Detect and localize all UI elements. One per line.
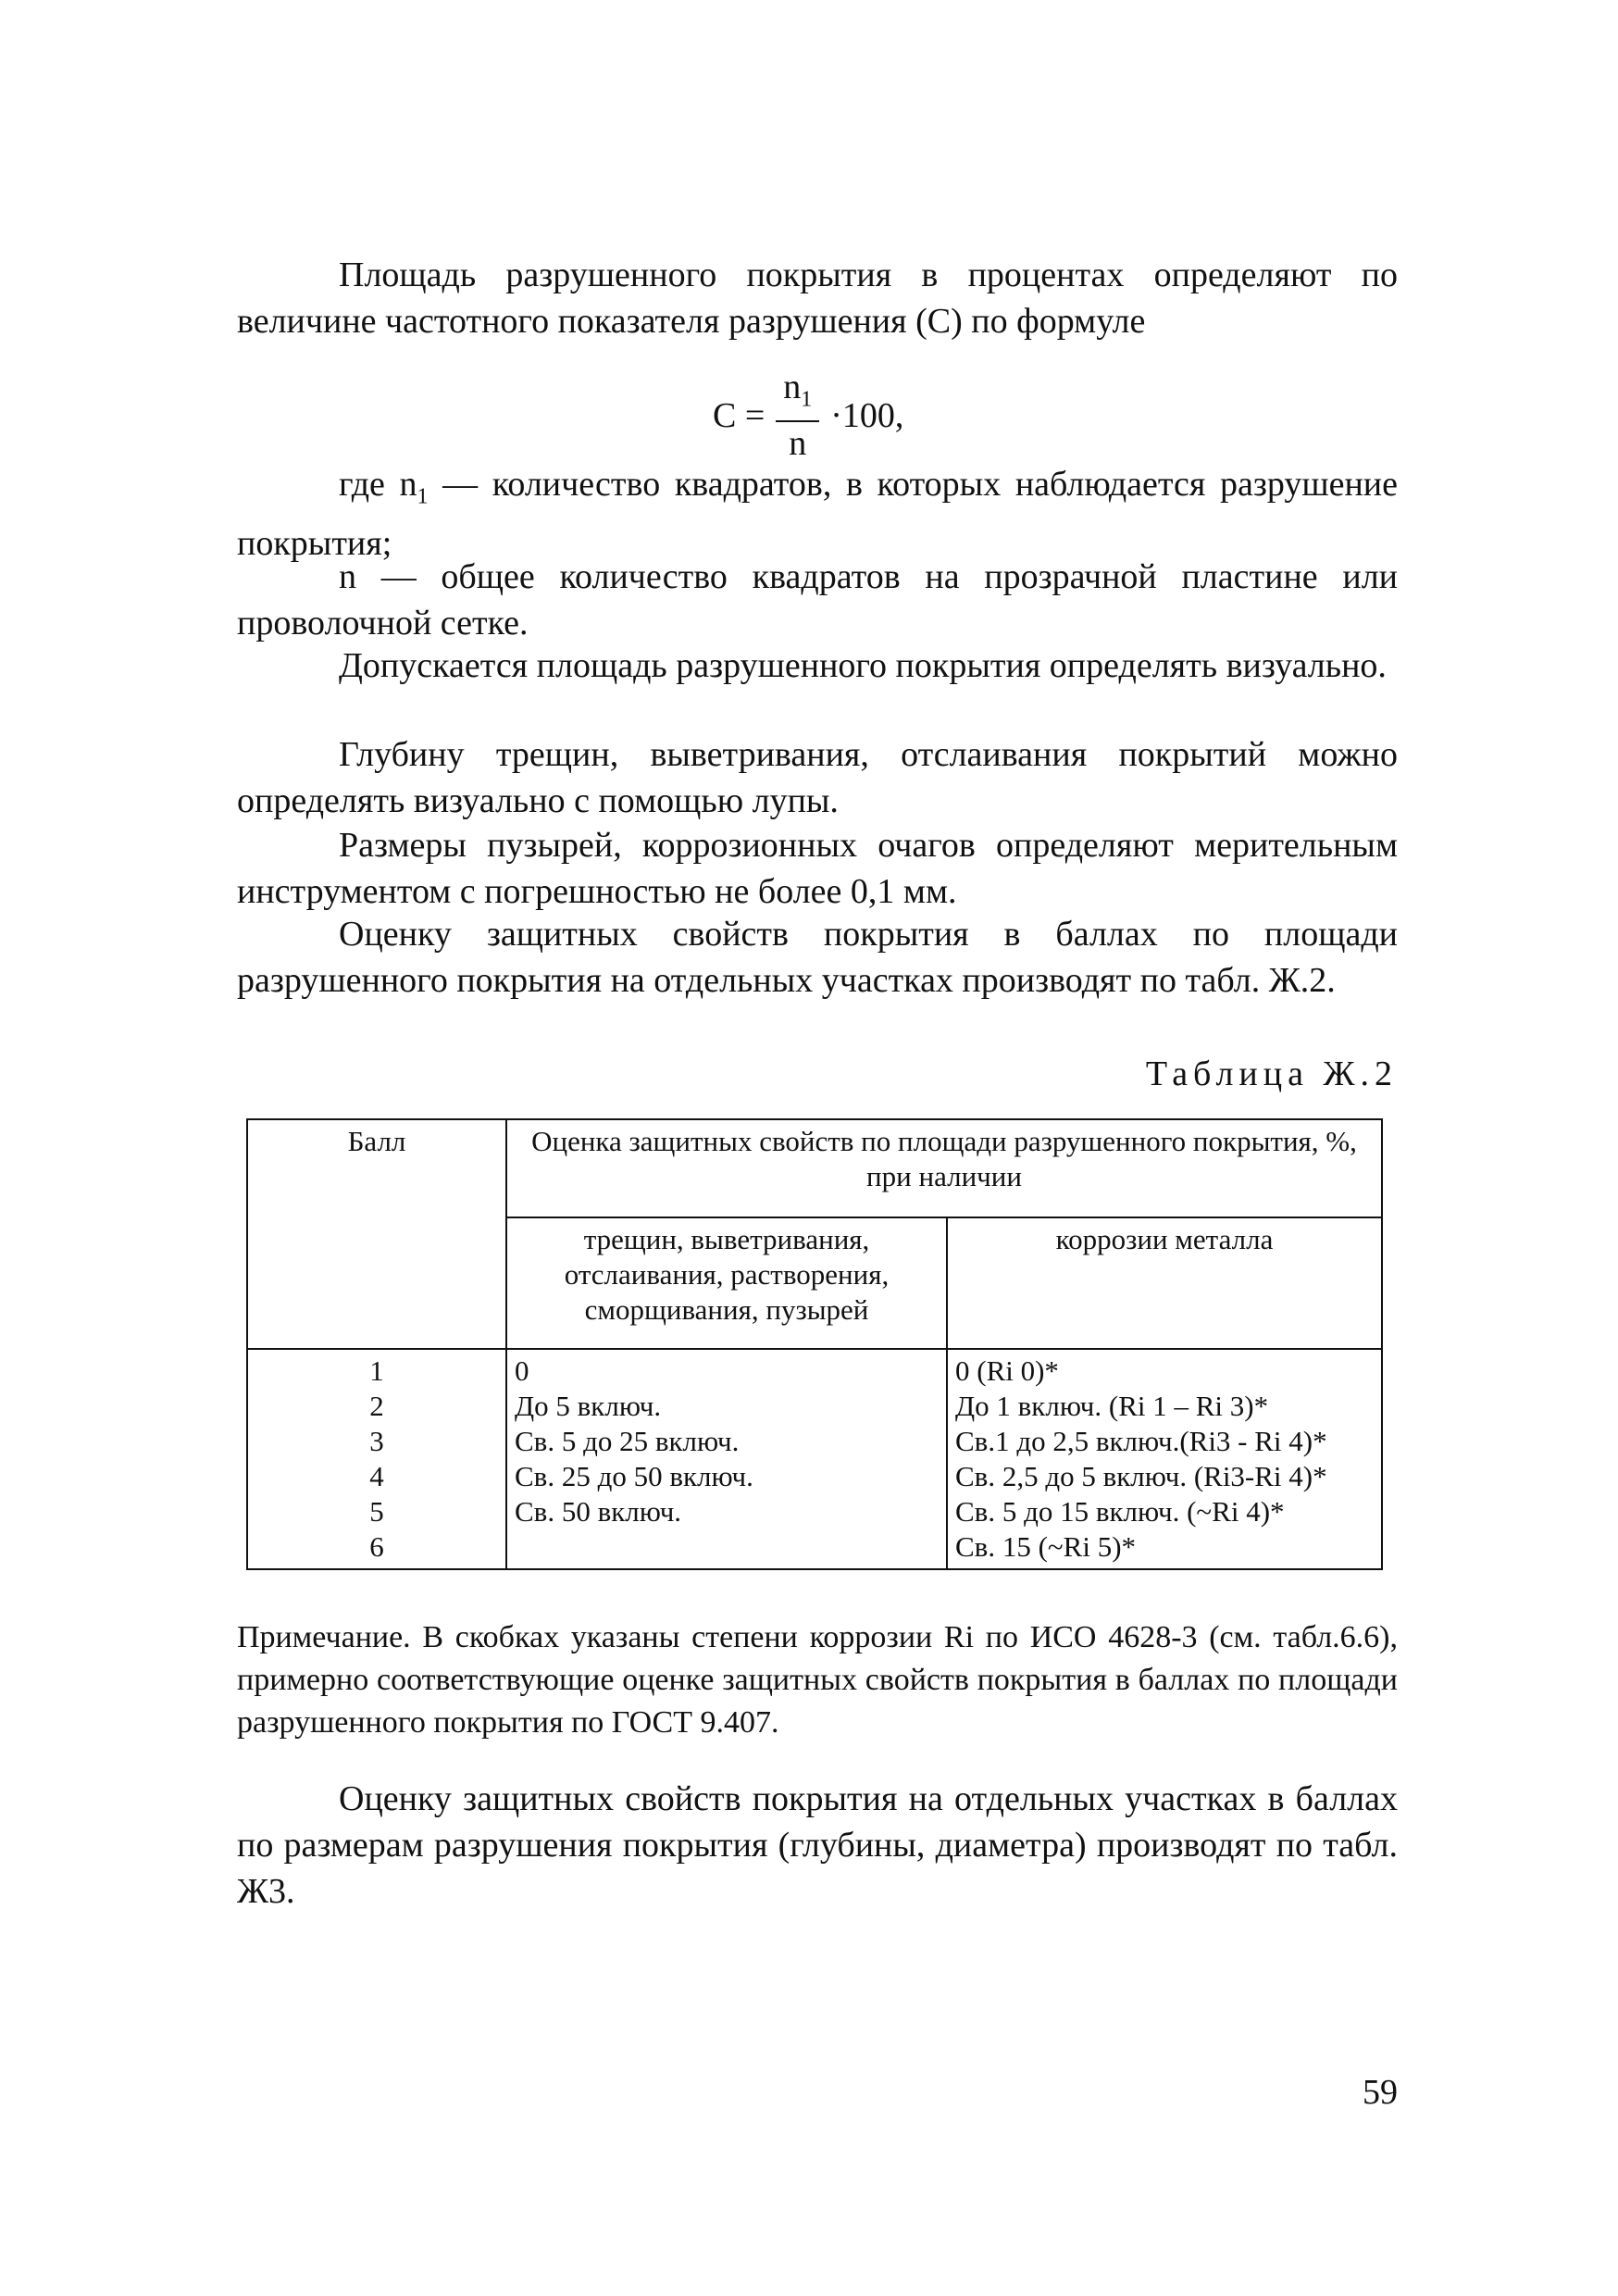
ball-value: 3 — [369, 1425, 384, 1457]
paragraph-depth: Глубину трещин, выветривания, отслаивания покрытий можно определять визуально с помощью лупы. — [237, 735, 1398, 820]
header-corrosion: коррозии металла — [947, 1217, 1382, 1349]
crack-value: До 5 включ. — [515, 1390, 662, 1422]
crack-value: Св. 50 включ. — [515, 1495, 682, 1528]
formula-rhs: ·100, — [830, 395, 904, 435]
formula-numerator: $n_1$ — [776, 368, 819, 422]
paragraph-sizes: Размеры пузырей, коррозионных очагов определяют мерительным инструментом с погрешностью не более 0,1 мм. — [237, 826, 1398, 911]
paragraph-table-zh3-ref: Оценку защитных свойств покрытия на отдельных участках в баллах по размерам разрушения покрытия (глубины, диаметра) производят по табл. Ж3. — [237, 1779, 1398, 1911]
header-main: Оценка защитных свойств по площади разрушенного покрытия, %, при наличии — [506, 1119, 1382, 1217]
table-caption: Таблица Ж.2 — [1145, 1054, 1398, 1093]
definition-n1: где $n_1$ — количество квадратов, в которых наблюдается разрушение покрытия; — [237, 465, 1398, 563]
page-number: 59 — [1363, 2073, 1398, 2112]
definition-n: n — общее количество квадратов на прозрачной пластине или проволочной сетке. — [237, 557, 1398, 643]
header-crack: трещин, выветривания, отслаивания, растворения, сморщивания, пузырей — [506, 1217, 947, 1349]
crack-value: Св. 5 до 25 включ. — [515, 1425, 740, 1457]
formula-denominator: n — [789, 423, 807, 463]
ball-column — [247, 1349, 506, 1569]
corrosion-column — [947, 1349, 1382, 1569]
ball-value: 1 — [369, 1354, 384, 1387]
paragraph-formula-intro: Площадь разрушенного покрытия в процентах определяют по величине частотного показателя разрушения (С) по формуле — [237, 256, 1398, 341]
corrosion-value: Св.1 до 2,5 включ.(Ri3 - Ri 4)* — [955, 1425, 1327, 1457]
ball-value: 6 — [369, 1530, 384, 1563]
formula-lhs: C = — [713, 395, 765, 435]
table-note: Примечание. В скобках указаны степени коррозии Ri по ИСО 4628-3 (см. табл.6.6), примерно соответствующие оценке защитных свойств покрытия в баллах по площади разрушенного покрытия по ГОСТ 9.407. — [237, 1620, 1398, 1740]
ball-value: 4 — [369, 1460, 384, 1492]
corrosion-value: До 1 включ. (Ri 1 – Ri 3)* — [955, 1390, 1269, 1422]
crack-value: Св. 25 до 50 включ. — [515, 1460, 753, 1492]
crack-column — [506, 1349, 947, 1569]
paragraph-table-ref: Оценку защитных свойств покрытия в баллах по площади разрушенного покрытия на отдельных участках производят по табл. Ж.2. — [237, 915, 1398, 1000]
header-ball: Балл — [247, 1119, 506, 1349]
crack-value: 0 — [515, 1354, 529, 1387]
ball-value: 5 — [369, 1495, 384, 1528]
formula — [713, 368, 903, 463]
corrosion-value: Св. 2,5 до 5 включ. (Ri3-Ri 4)* — [955, 1460, 1327, 1492]
paragraph-visual: Допускается площадь разрушенного покрытия определять визуально. — [339, 646, 1387, 685]
crack-value — [515, 1529, 939, 1565]
corrosion-value: 0 (Ri 0)* — [955, 1354, 1059, 1387]
corrosion-value: Св. 5 до 15 включ. (~Ri 4)* — [955, 1495, 1285, 1528]
formula-fraction — [776, 368, 819, 463]
table-zh2 — [246, 1118, 1383, 1570]
ball-value: 2 — [369, 1390, 384, 1422]
corrosion-value: Св. 15 (~Ri 5)* — [955, 1530, 1137, 1563]
